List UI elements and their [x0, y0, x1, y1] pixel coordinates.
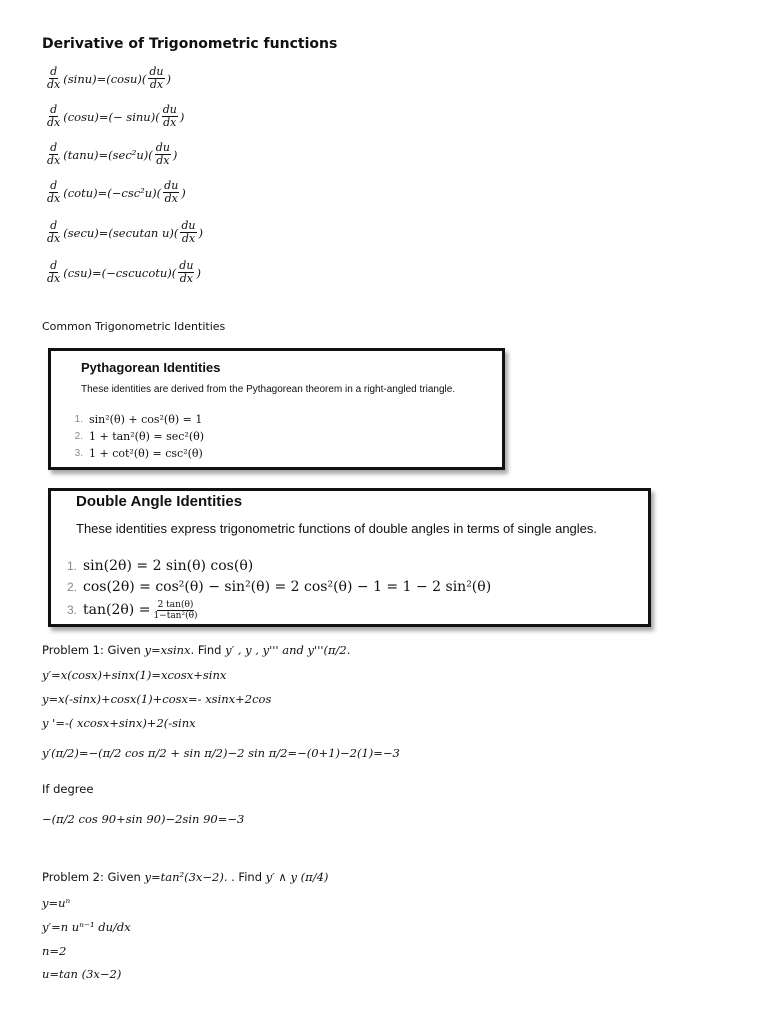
- derivative-formula: [44, 66, 171, 91]
- identity-expression: sin(2θ) = 2 sin(θ) cos(θ): [83, 557, 254, 574]
- formula-close: ): [181, 185, 186, 200]
- item-number: 3.: [74, 448, 83, 459]
- formula-body: (sinu)=(cosu)(: [63, 71, 147, 86]
- identity-list: [69, 411, 204, 462]
- du-dx-fraction: $\frac{du}{dx}$: [181, 219, 196, 245]
- card-title: Double Angle Identities: [76, 493, 243, 510]
- derivative-formula: [44, 104, 184, 129]
- problem-1-line: y '=-( xcosx+sinx)+2(-sinx: [42, 716, 196, 730]
- pythagorean-identities-card: [48, 348, 505, 470]
- d-dx-fraction: $\frac{d}{dx}$: [47, 219, 61, 245]
- problem-2-statement: Problem 2: Given y=tan²(3x−2). . Find y′ ∧ y (π/4): [42, 870, 329, 884]
- identity-expression: tan(2θ) =: [83, 602, 151, 618]
- du-dx-fraction: $\frac{du}{dx}$: [155, 141, 170, 167]
- formula-body: (tanu)=(sec²u)(: [63, 147, 153, 162]
- section-label: Common Trigonometric Identities: [42, 320, 226, 333]
- identity-expression: cos(2θ) = cos²(θ) − sin²(θ) = 2 cos²(θ) − 1 = 1 − 2 sin²(θ): [83, 578, 492, 595]
- derivative-formula: [44, 142, 177, 167]
- problem-2-line: y=uⁿ: [42, 896, 71, 910]
- formula-body: (cosu)=(− sinu)(: [63, 109, 160, 124]
- list-item: [69, 445, 204, 462]
- du-dx-fraction: $\frac{du}{dx}$: [149, 65, 164, 91]
- identity-expression: 1 + tan²(θ) = sec²(θ): [89, 430, 205, 443]
- formula-close: ): [172, 147, 178, 162]
- double-angle-identities-card: [48, 488, 651, 627]
- formula-body: (secu)=(secutan u)(: [63, 225, 179, 240]
- problem-2-line: y′=n uⁿ⁻¹ du/dx: [42, 920, 131, 934]
- card-description: These identities are derived from the Pythagorean theorem in a right-angled triangle.: [81, 384, 456, 395]
- formula-body: (cotu)=(−csc²u)(: [63, 185, 162, 200]
- problem-2-line: u=tan (3x−2): [42, 967, 122, 981]
- identity-expression: sin²(θ) + cos²(θ) = 1: [89, 413, 203, 426]
- formula-close: ): [196, 265, 201, 280]
- problem-2-line: n=2: [42, 944, 67, 958]
- derivative-formula: [44, 260, 201, 285]
- list-item: [61, 576, 491, 597]
- du-dx-fraction: $\frac{du}{dx}$: [162, 103, 177, 129]
- identity-expression: 1 + cot²(θ) = csc²(θ): [89, 447, 203, 460]
- card-title: Pythagorean Identities: [81, 360, 221, 375]
- d-dx-fraction: $\frac{d}{dx}$: [47, 179, 61, 205]
- formula-body: (csu)=(−cscucotu)(: [63, 265, 177, 280]
- degree-line: −(π/2 cos 90+sin 90)−2sin 90=−3: [42, 812, 245, 826]
- item-number: 3.: [66, 603, 77, 617]
- card-description: These identities express trigonometric functions of double angles in terms of single angles.: [76, 521, 598, 536]
- problem-1-statement: Problem 1: Given y=xsinx. Find y′ , y , y''' and y'''(π/2.: [42, 643, 351, 657]
- formula-close: ): [179, 109, 185, 124]
- formula-close: ): [166, 71, 172, 86]
- du-dx-fraction: $\frac{du}{dx}$: [179, 259, 194, 285]
- list-item: [69, 428, 204, 445]
- tan-fraction: $\frac{2 \tan(\theta)}{\text{1−tan²(θ)}}$: [153, 599, 198, 621]
- list-item: [61, 597, 491, 623]
- du-dx-fraction: $\frac{du}{dx}$: [164, 179, 179, 205]
- problem-1-line: y′(π/2)=−(π/2 cos π/2 + sin π/2)−2 sin π/2=−(0+1)−2(1)=−3: [42, 746, 400, 760]
- item-number: 2.: [66, 579, 77, 594]
- d-dx-fraction: $\frac{d}{dx}$: [47, 103, 61, 129]
- item-number: 1.: [74, 414, 83, 425]
- identity-list: [61, 555, 491, 623]
- if-degree-label: If degree: [42, 782, 94, 796]
- d-dx-fraction: $\frac{d}{dx}$: [47, 259, 61, 285]
- d-dx-fraction: $\frac{d}{dx}$: [47, 65, 61, 91]
- item-number: 2.: [74, 431, 83, 442]
- formula-close: ): [198, 225, 204, 240]
- item-number: 1.: [66, 558, 77, 573]
- derivative-formula: [44, 220, 203, 245]
- problem-1-line: y′=x(cosx)+sinx(1)=xcosx+sinx: [42, 668, 227, 682]
- page-heading: Derivative of Trigonometric functions: [42, 36, 338, 52]
- list-item: [61, 555, 491, 576]
- derivative-formula: [44, 180, 186, 205]
- problem-1-line: y=x(-sinx)+cosx(1)+cosx=- xsinx+2cos: [42, 692, 272, 706]
- d-dx-fraction: $\frac{d}{dx}$: [47, 141, 61, 167]
- list-item: [69, 411, 204, 428]
